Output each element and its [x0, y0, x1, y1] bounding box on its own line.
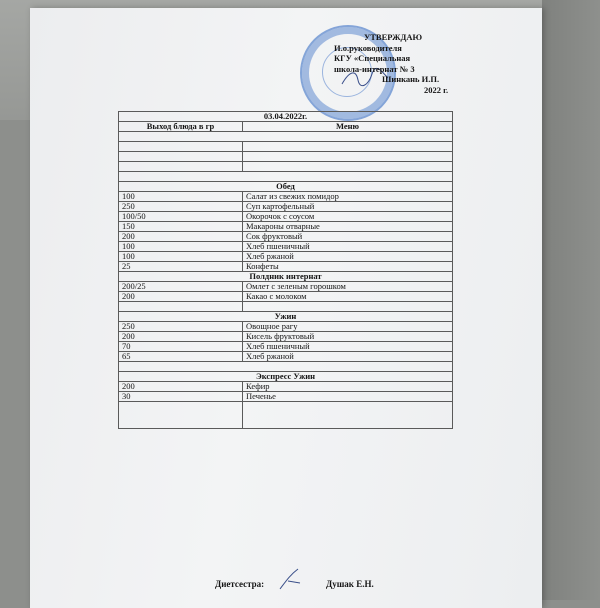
empty-cell — [243, 162, 453, 172]
amount-cell: 150 — [119, 222, 243, 232]
empty-cell — [243, 302, 453, 312]
dish-cell: Макароны отварные — [243, 222, 453, 232]
amount-cell: 200 — [119, 232, 243, 242]
empty-cell — [243, 142, 453, 152]
empty-cell — [243, 402, 453, 429]
approval-line-1: И.о.руководителя — [334, 42, 402, 53]
section-express-dinner: Экспресс Ужин — [119, 372, 453, 382]
amount-cell: 200/25 — [119, 282, 243, 292]
section-snack: Полдник интернат — [119, 272, 453, 282]
amount-cell: 65 — [119, 352, 243, 362]
dish-cell: Хлеб ржаной — [243, 352, 453, 362]
approval-title: УТВЕРЖДАЮ — [364, 32, 423, 42]
amount-cell: 250 — [119, 322, 243, 332]
dietitian-signature — [276, 567, 316, 591]
amount-cell: 70 — [119, 342, 243, 352]
empty-cell — [119, 152, 243, 162]
empty-cell — [119, 402, 243, 429]
approval-line-3: школа-интернат № 3 — [334, 63, 415, 74]
dish-cell: Конфеты — [243, 262, 453, 272]
approval-line-2: КГУ «Специальная — [334, 53, 411, 63]
section-dinner: Ужин — [119, 312, 453, 322]
amount-cell: 100 — [119, 192, 243, 202]
dish-cell: Какао с молоком — [243, 292, 453, 302]
approval-signer: Шинкань И.П. — [382, 74, 440, 84]
approval-block — [334, 32, 464, 95]
amount-cell: 200 — [119, 292, 243, 302]
dish-cell: Сок фруктовый — [243, 232, 453, 242]
dish-cell: Салат из свежих помидор — [243, 192, 453, 202]
background-right — [542, 0, 600, 600]
amount-cell: 100/50 — [119, 212, 243, 222]
dish-cell: Хлеб пшеничный — [243, 342, 453, 352]
header-menu: Меню — [243, 122, 453, 132]
header-amount: Выход блюда в гр — [119, 122, 243, 132]
amount-cell: 200 — [119, 332, 243, 342]
dish-cell: Овощное рагу — [243, 322, 453, 332]
approval-year: 2022 г. — [424, 84, 449, 95]
empty-cell — [119, 142, 243, 152]
dish-cell: Окорочок с соусом — [243, 212, 453, 222]
empty-cell — [243, 152, 453, 162]
empty-cell — [119, 162, 243, 172]
dietitian-name: Душак Е.Н. — [326, 579, 374, 589]
amount-cell: 200 — [119, 382, 243, 392]
menu-table — [118, 111, 453, 429]
empty-cell — [119, 302, 243, 312]
dish-cell: Кефир — [243, 382, 453, 392]
amount-cell: 30 — [119, 392, 243, 402]
empty-row — [119, 172, 453, 182]
amount-cell: 25 — [119, 262, 243, 272]
dish-cell: Хлеб ржаной — [243, 252, 453, 262]
dish-cell: Кисель фруктовый — [243, 332, 453, 342]
amount-cell: 100 — [119, 252, 243, 262]
dietitian-role: Диетсестра: — [215, 579, 265, 589]
dish-cell: Омлет с зеленым горошком — [243, 282, 453, 292]
menu-date: 03.04.2022г. — [119, 112, 453, 122]
dish-cell: Печенье — [243, 392, 453, 402]
amount-cell: 100 — [119, 242, 243, 252]
empty-row — [119, 132, 453, 142]
empty-row — [119, 362, 453, 372]
amount-cell: 250 — [119, 202, 243, 212]
dish-cell: Хлеб пшеничный — [243, 242, 453, 252]
dish-cell: Суп картофельный — [243, 202, 453, 212]
section-lunch: Обед — [119, 182, 453, 192]
